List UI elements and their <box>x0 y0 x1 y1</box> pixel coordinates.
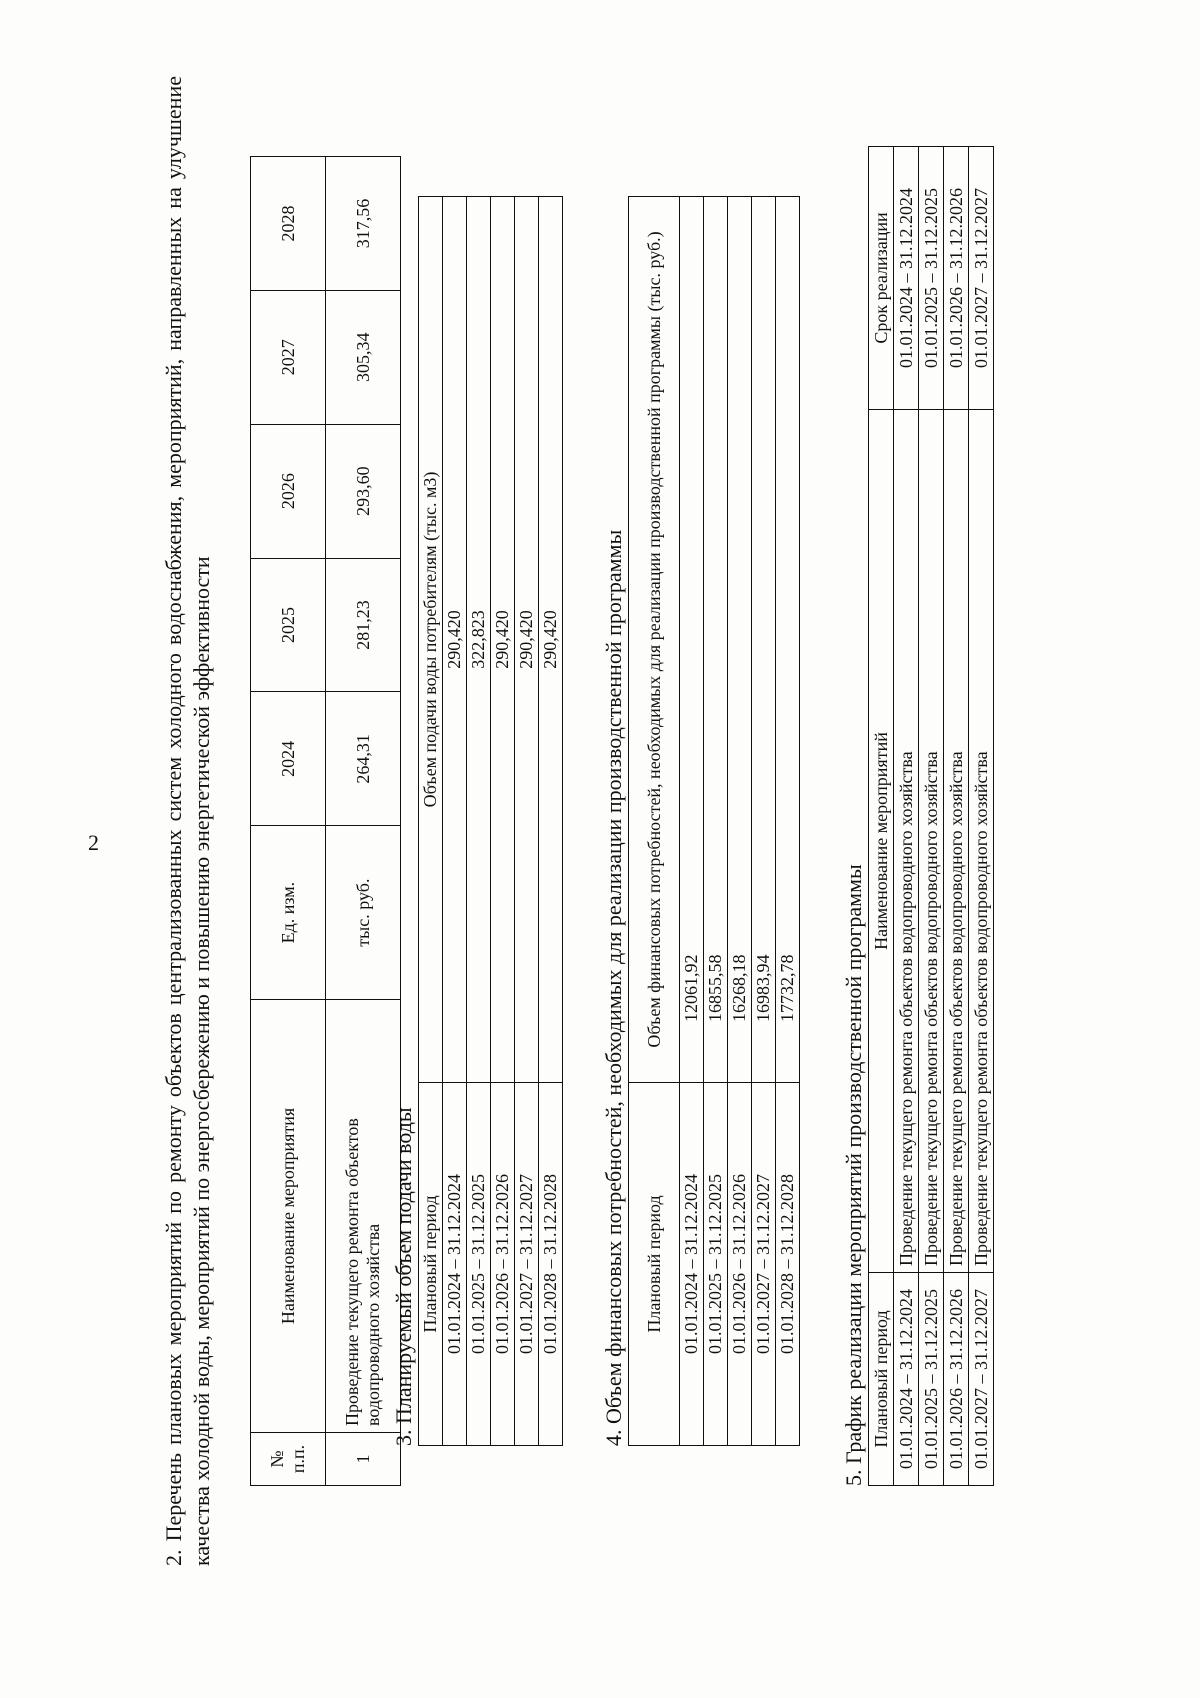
row-2025: 281,23 <box>326 558 401 692</box>
row-2024: 264,31 <box>326 692 401 826</box>
period-cell: 01.01.2026 – 31.12.2026 <box>944 1273 969 1486</box>
header-period: Плановый период <box>869 1273 894 1486</box>
term-cell: 01.01.2027 – 31.12.2027 <box>969 147 994 410</box>
table-row <box>944 147 969 1486</box>
value-cell: 290,420 <box>539 197 563 1083</box>
header-num: № п.п. <box>251 1433 326 1486</box>
table-row <box>752 197 776 1446</box>
water-supply-table <box>418 196 563 1446</box>
header-volume: Объем подачи воды потребителям (тыс. м3) <box>419 197 443 1083</box>
value-cell: 322,823 <box>467 197 491 1083</box>
schedule-table <box>868 146 994 1486</box>
header-2028: 2028 <box>251 157 326 291</box>
header-period: Плановый период <box>419 1083 443 1446</box>
period-cell: 01.01.2028 – 31.12.2028 <box>776 1083 800 1446</box>
header-2025: 2025 <box>251 558 326 692</box>
period-cell: 01.01.2024 – 31.12.2024 <box>443 1083 467 1446</box>
name-cell: Проведение текущего ремонта объектов водопроводного хозяйства <box>944 410 969 1273</box>
header-unit: Ед. изм. <box>251 826 326 1000</box>
period-cell: 01.01.2027 – 31.12.2027 <box>515 1083 539 1446</box>
period-cell: 01.01.2024 – 31.12.2024 <box>894 1273 919 1486</box>
table-row <box>704 197 728 1446</box>
header-name: Наименование мероприятия <box>251 1000 326 1433</box>
header-finance: Объем финансовых потребностей, необходимых для реализации производственной программы (тыс. руб.) <box>629 197 680 1083</box>
value-cell: 290,420 <box>443 197 467 1083</box>
name-cell: Проведение текущего ремонта объектов водопроводного хозяйства <box>919 410 944 1273</box>
table-row <box>894 147 919 1486</box>
row-2028: 317,56 <box>326 157 401 291</box>
value-cell: 16268,18 <box>728 197 752 1083</box>
table-header-row <box>419 197 443 1446</box>
section-5-title: 5. График реализации мероприятий производственной программы <box>841 864 866 1486</box>
table-header-row <box>869 147 894 1486</box>
header-measures: Наименование мероприятий <box>869 410 894 1273</box>
table-row <box>776 197 800 1446</box>
header-2027: 2027 <box>251 290 326 424</box>
table-row <box>680 197 704 1446</box>
period-cell: 01.01.2026 – 31.12.2026 <box>491 1083 515 1446</box>
rotated-page-content <box>160 66 1060 1566</box>
header-period: Плановый период <box>629 1083 680 1446</box>
period-cell: 01.01.2028 – 31.12.2028 <box>539 1083 563 1446</box>
table-row <box>467 197 491 1446</box>
table-row <box>969 147 994 1486</box>
value-cell: 17732,78 <box>776 197 800 1083</box>
table-row <box>919 147 944 1486</box>
row-2027: 305,34 <box>326 290 401 424</box>
table-row <box>515 197 539 1446</box>
value-cell: 12061,92 <box>680 197 704 1083</box>
value-cell: 16855,58 <box>704 197 728 1083</box>
period-cell: 01.01.2027 – 31.12.2027 <box>752 1083 776 1446</box>
table-header-row <box>629 197 680 1446</box>
value-cell: 290,420 <box>515 197 539 1083</box>
name-cell: Проведение текущего ремонта объектов водопроводного хозяйства <box>969 410 994 1273</box>
measures-table <box>250 156 401 1486</box>
row-num: 1 <box>326 1433 401 1486</box>
table-row <box>539 197 563 1446</box>
section-3-title: 3. Планируемый объем подачи воды <box>391 1107 416 1446</box>
term-cell: 01.01.2025 – 31.12.2025 <box>919 147 944 410</box>
financial-needs-table <box>628 196 800 1446</box>
period-cell: 01.01.2027 – 31.12.2027 <box>969 1273 994 1486</box>
value-cell: 16983,94 <box>752 197 776 1083</box>
section-4-title: 4. Объем финансовых потребностей, необходимых для реализации производственной программы <box>601 529 626 1446</box>
table-row <box>728 197 752 1446</box>
header-2026: 2026 <box>251 424 326 558</box>
term-cell: 01.01.2024 – 31.12.2024 <box>894 147 919 410</box>
table-row <box>491 197 515 1446</box>
row-2026: 293,60 <box>326 424 401 558</box>
name-cell: Проведение текущего ремонта объектов водопроводного хозяйства <box>894 410 919 1273</box>
row-unit: тыс. руб. <box>326 826 401 1000</box>
period-cell: 01.01.2025 – 31.12.2025 <box>919 1273 944 1486</box>
section-2-title: 2. Перечень плановых мероприятий по ремонту объектов централизованных систем холодного водоснабжения, мероприятий, направленных на улучшение качества холодной воды, мероприятий по энергосбережению и повышению энергетической эффективности <box>161 76 214 1566</box>
term-cell: 01.01.2026 – 31.12.2026 <box>944 147 969 410</box>
period-cell: 01.01.2026 – 31.12.2026 <box>728 1083 752 1446</box>
table-row <box>443 197 467 1446</box>
value-cell: 290,420 <box>491 197 515 1083</box>
period-cell: 01.01.2024 – 31.12.2024 <box>680 1083 704 1446</box>
row-name: Проведение текущего ремонта объектов водопроводного хозяйства <box>326 1000 401 1433</box>
table-header-row <box>251 157 326 1486</box>
header-term: Срок реализации <box>869 147 894 410</box>
header-2024: 2024 <box>251 692 326 826</box>
period-cell: 01.01.2025 – 31.12.2025 <box>467 1083 491 1446</box>
page-number: 2 <box>88 830 99 855</box>
period-cell: 01.01.2025 – 31.12.2025 <box>704 1083 728 1446</box>
